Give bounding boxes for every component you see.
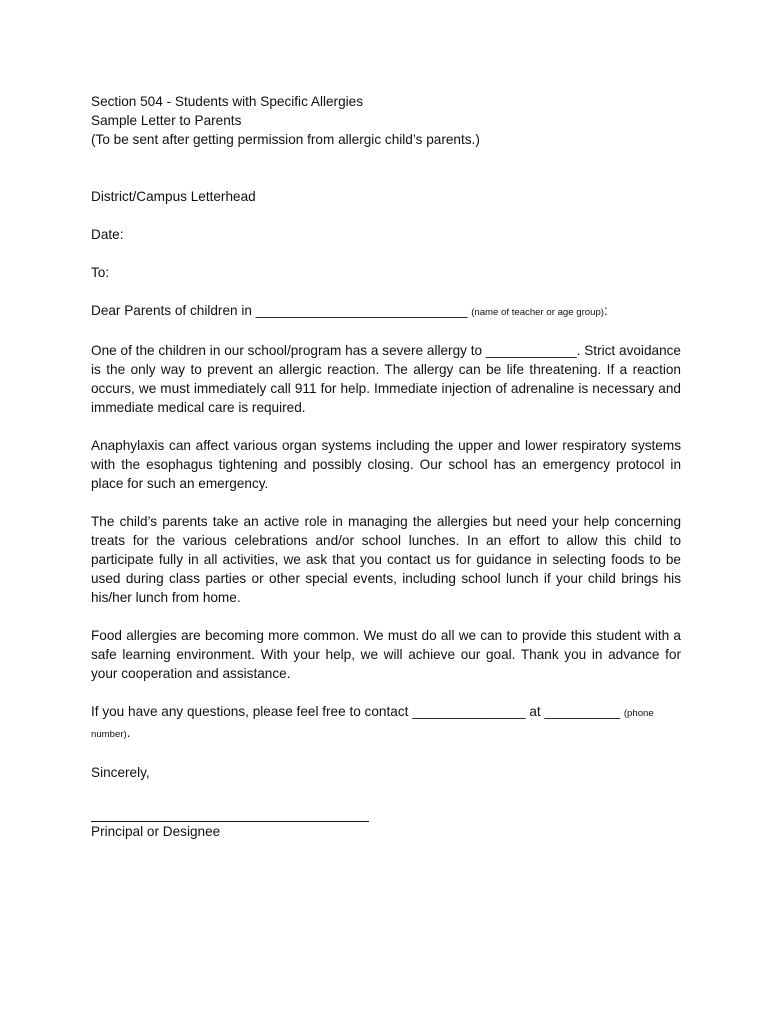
to-label: To: xyxy=(91,265,110,280)
contact-end: . xyxy=(126,725,131,740)
salutation-text: Dear Parents of children in ____________________________ xyxy=(91,303,472,318)
contact-paragraph xyxy=(91,702,681,744)
paragraph-anaphylaxis: Anaphylaxis can affect various organ systems including the upper and lower respiratory systems with the esophagus tightening and possibly closing. Our school has an emergency protocol in place for such an emergency. xyxy=(91,438,681,491)
header-title: Section 504 - Students with Specific Allergies xyxy=(91,94,364,109)
letterhead-placeholder: District/Campus Letterhead xyxy=(91,189,256,204)
header-subtitle: Sample Letter to Parents xyxy=(91,113,242,128)
header-note: (To be sent after getting permission from allergic child’s parents.) xyxy=(91,132,480,147)
salutation-end: : xyxy=(603,303,608,318)
salutation-note: (name of teacher or age group) xyxy=(471,307,604,318)
salutation xyxy=(91,301,681,322)
contact-note-start: (phone xyxy=(623,708,654,719)
date-label: Date: xyxy=(91,227,124,242)
paragraph-allergy: One of the children in our school/program has a severe allergy to ____________. Strict avoidance is the only way to prevent an allergic reaction. The allergy can be life threatening. If a reaction occurs, we must immediately call 911 for help. Immediate injection of adrenaline is necessary and immediate medical care is required. xyxy=(91,343,681,415)
paragraph-food-allergies: Food allergies are becoming more common. We must do all we can to provide this student with a safe learning environment. With your help, we will achieve our goal. Thank you in advance for your cooperation and assistance. xyxy=(91,628,681,681)
closing: Sincerely, xyxy=(91,765,150,780)
signature-title: Principal or Designee xyxy=(91,824,221,839)
contact-note-end: number) xyxy=(91,729,127,740)
letter-page xyxy=(91,92,681,841)
contact-text: If you have any questions, please feel free to contact _______________ at __________ xyxy=(91,704,624,719)
paragraph-parents-role: The child’s parents take an active role in managing the allergies but need your help concerning treats for the various celebrations and/or school lunches. In an effort to allow this child to participate fully in all activities, we ask that you contact us for guidance in selecting foods to be used during class parties or other special events, including school lunch if your child brings his his/her lunch from home. xyxy=(91,514,681,605)
